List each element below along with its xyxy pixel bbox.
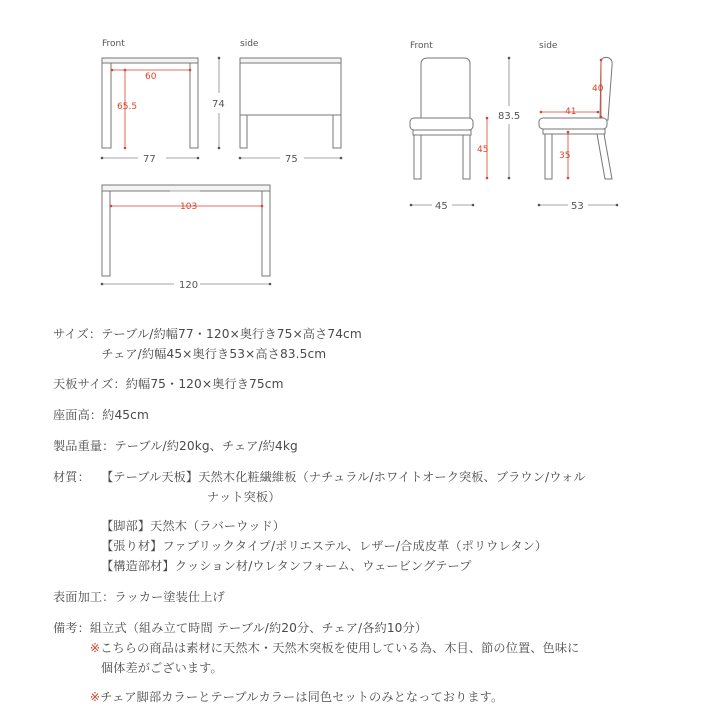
dim-table-width-large (101, 280, 272, 291)
spec-size-table: テーブル/約幅77・120×奥行き75×高さ74cm (101, 327, 362, 341)
dim-table-height-value: 74 (212, 99, 225, 110)
dim-chair-width-value: 45 (435, 201, 448, 212)
spec-finish-label: 表面加工： (53, 590, 115, 604)
table-side-drawing (240, 58, 341, 148)
spec-material-upholstery: 【張り材】ファブリックタイプ/ポリエステル、レザー/合成皮革（ポリウレタン） (101, 539, 548, 553)
spec-note1-line2: 個体差がございます。 (100, 661, 223, 675)
spec-top-label: 天板サイズ： (53, 377, 126, 391)
spec-size (53, 324, 693, 364)
spec-seat (53, 405, 693, 425)
dim-table-width-large-value: 120 (179, 280, 199, 291)
spec-size-values (101, 324, 362, 364)
spec-material-top-cont: ナット突板） (207, 490, 281, 504)
table-front-large-drawing (102, 185, 270, 276)
dim-table-inner-height (117, 69, 137, 150)
dimension-diagram (0, 0, 720, 300)
spec-top-value: 約幅75・120×奥行き75cm (125, 377, 284, 391)
chair-front-label: Front (410, 41, 433, 51)
spec-seat-label: 座面高： (53, 408, 103, 422)
spec-note1-line1 (90, 638, 580, 658)
table-side-label: side (240, 39, 259, 49)
table-front-label: Front (102, 39, 125, 49)
spec-note2: ※チェア脚部カラーとテーブルカラーは同色セットのみとなっております。 (89, 690, 504, 704)
spec-note1-text: ※こちらの商品は素材に天然木・天然木突板を使用している為、木目、節の位置、色味に (89, 641, 580, 655)
spec-finish-value: ラッカー塗装仕上げ (114, 590, 225, 604)
spec-material (53, 467, 693, 576)
spec-top (53, 374, 693, 394)
dim-table-inner-height-value: 65.5 (117, 102, 138, 112)
dim-chair-depth-value: 53 (571, 201, 584, 212)
dim-table-depth (239, 154, 343, 165)
spec-notes-label: 備考： (53, 621, 90, 635)
dim-chair-seat-depth (540, 107, 600, 117)
spec-weight-label: 製品重量： (53, 439, 115, 453)
spec-material-label: 材質： (53, 470, 90, 484)
dim-table-inner-width-value: 60 (145, 72, 157, 82)
chair-side-label: side (539, 41, 558, 51)
dim-chair-seat-height-side-value: 35 (559, 151, 571, 161)
dim-table-width-small (101, 154, 200, 165)
chair-front-drawing (410, 58, 473, 179)
spec-weight-value: テーブル/約20kg、チェア/約4kg (114, 439, 298, 453)
dim-chair-height-value: 83.5 (498, 111, 521, 122)
dim-chair-width (410, 201, 475, 212)
spec-notes-assembly: 組立式（組み立て時間 テーブル/約20分、チェア/各約10分） (89, 621, 428, 635)
dim-table-inner-width (111, 69, 192, 82)
note-marker: ※ (89, 641, 101, 655)
spec-finish (53, 587, 693, 607)
dim-chair-back-height-value: 40 (592, 84, 604, 94)
spec-size-chair: チェア/約幅45×奥行き53×高さ83.5cm (101, 347, 327, 361)
spec-weight (53, 436, 693, 456)
dim-chair-seat-height-front-value: 45 (477, 145, 489, 155)
spec-material-structure: 【構造部材】クッション材/ウレタンフォーム、ウェービングテープ (101, 559, 472, 573)
spec-material-leg: 【脚部】天然木（ラバーウッド） (101, 519, 286, 533)
dim-table-width-small-value: 77 (143, 154, 156, 165)
spec-material-values (101, 467, 586, 576)
spec-seat-value: 約45cm (102, 408, 149, 422)
dim-table-depth-value: 75 (285, 154, 298, 165)
dim-table-height (212, 57, 225, 150)
dim-chair-seat-height-front (477, 117, 488, 180)
dim-table-ext-inner (110, 202, 264, 212)
dim-chair-seat-height-side (559, 131, 570, 180)
dim-table-ext-inner-value: 103 (180, 202, 198, 212)
spec-notes (53, 618, 693, 707)
note-marker: ※ (89, 690, 101, 704)
spec-notes-values (90, 618, 580, 707)
dim-chair-depth (538, 201, 619, 212)
spec-list (53, 324, 693, 707)
spec-size-label: サイズ： (53, 327, 102, 341)
spec-material-top: 【テーブル天板】天然木化粧繊維板（ナチュラル/ホワイトオーク突板、ブラウン/ウォル (101, 470, 586, 484)
dim-chair-seat-depth-value: 41 (565, 107, 577, 117)
dim-chair-height (498, 57, 520, 180)
